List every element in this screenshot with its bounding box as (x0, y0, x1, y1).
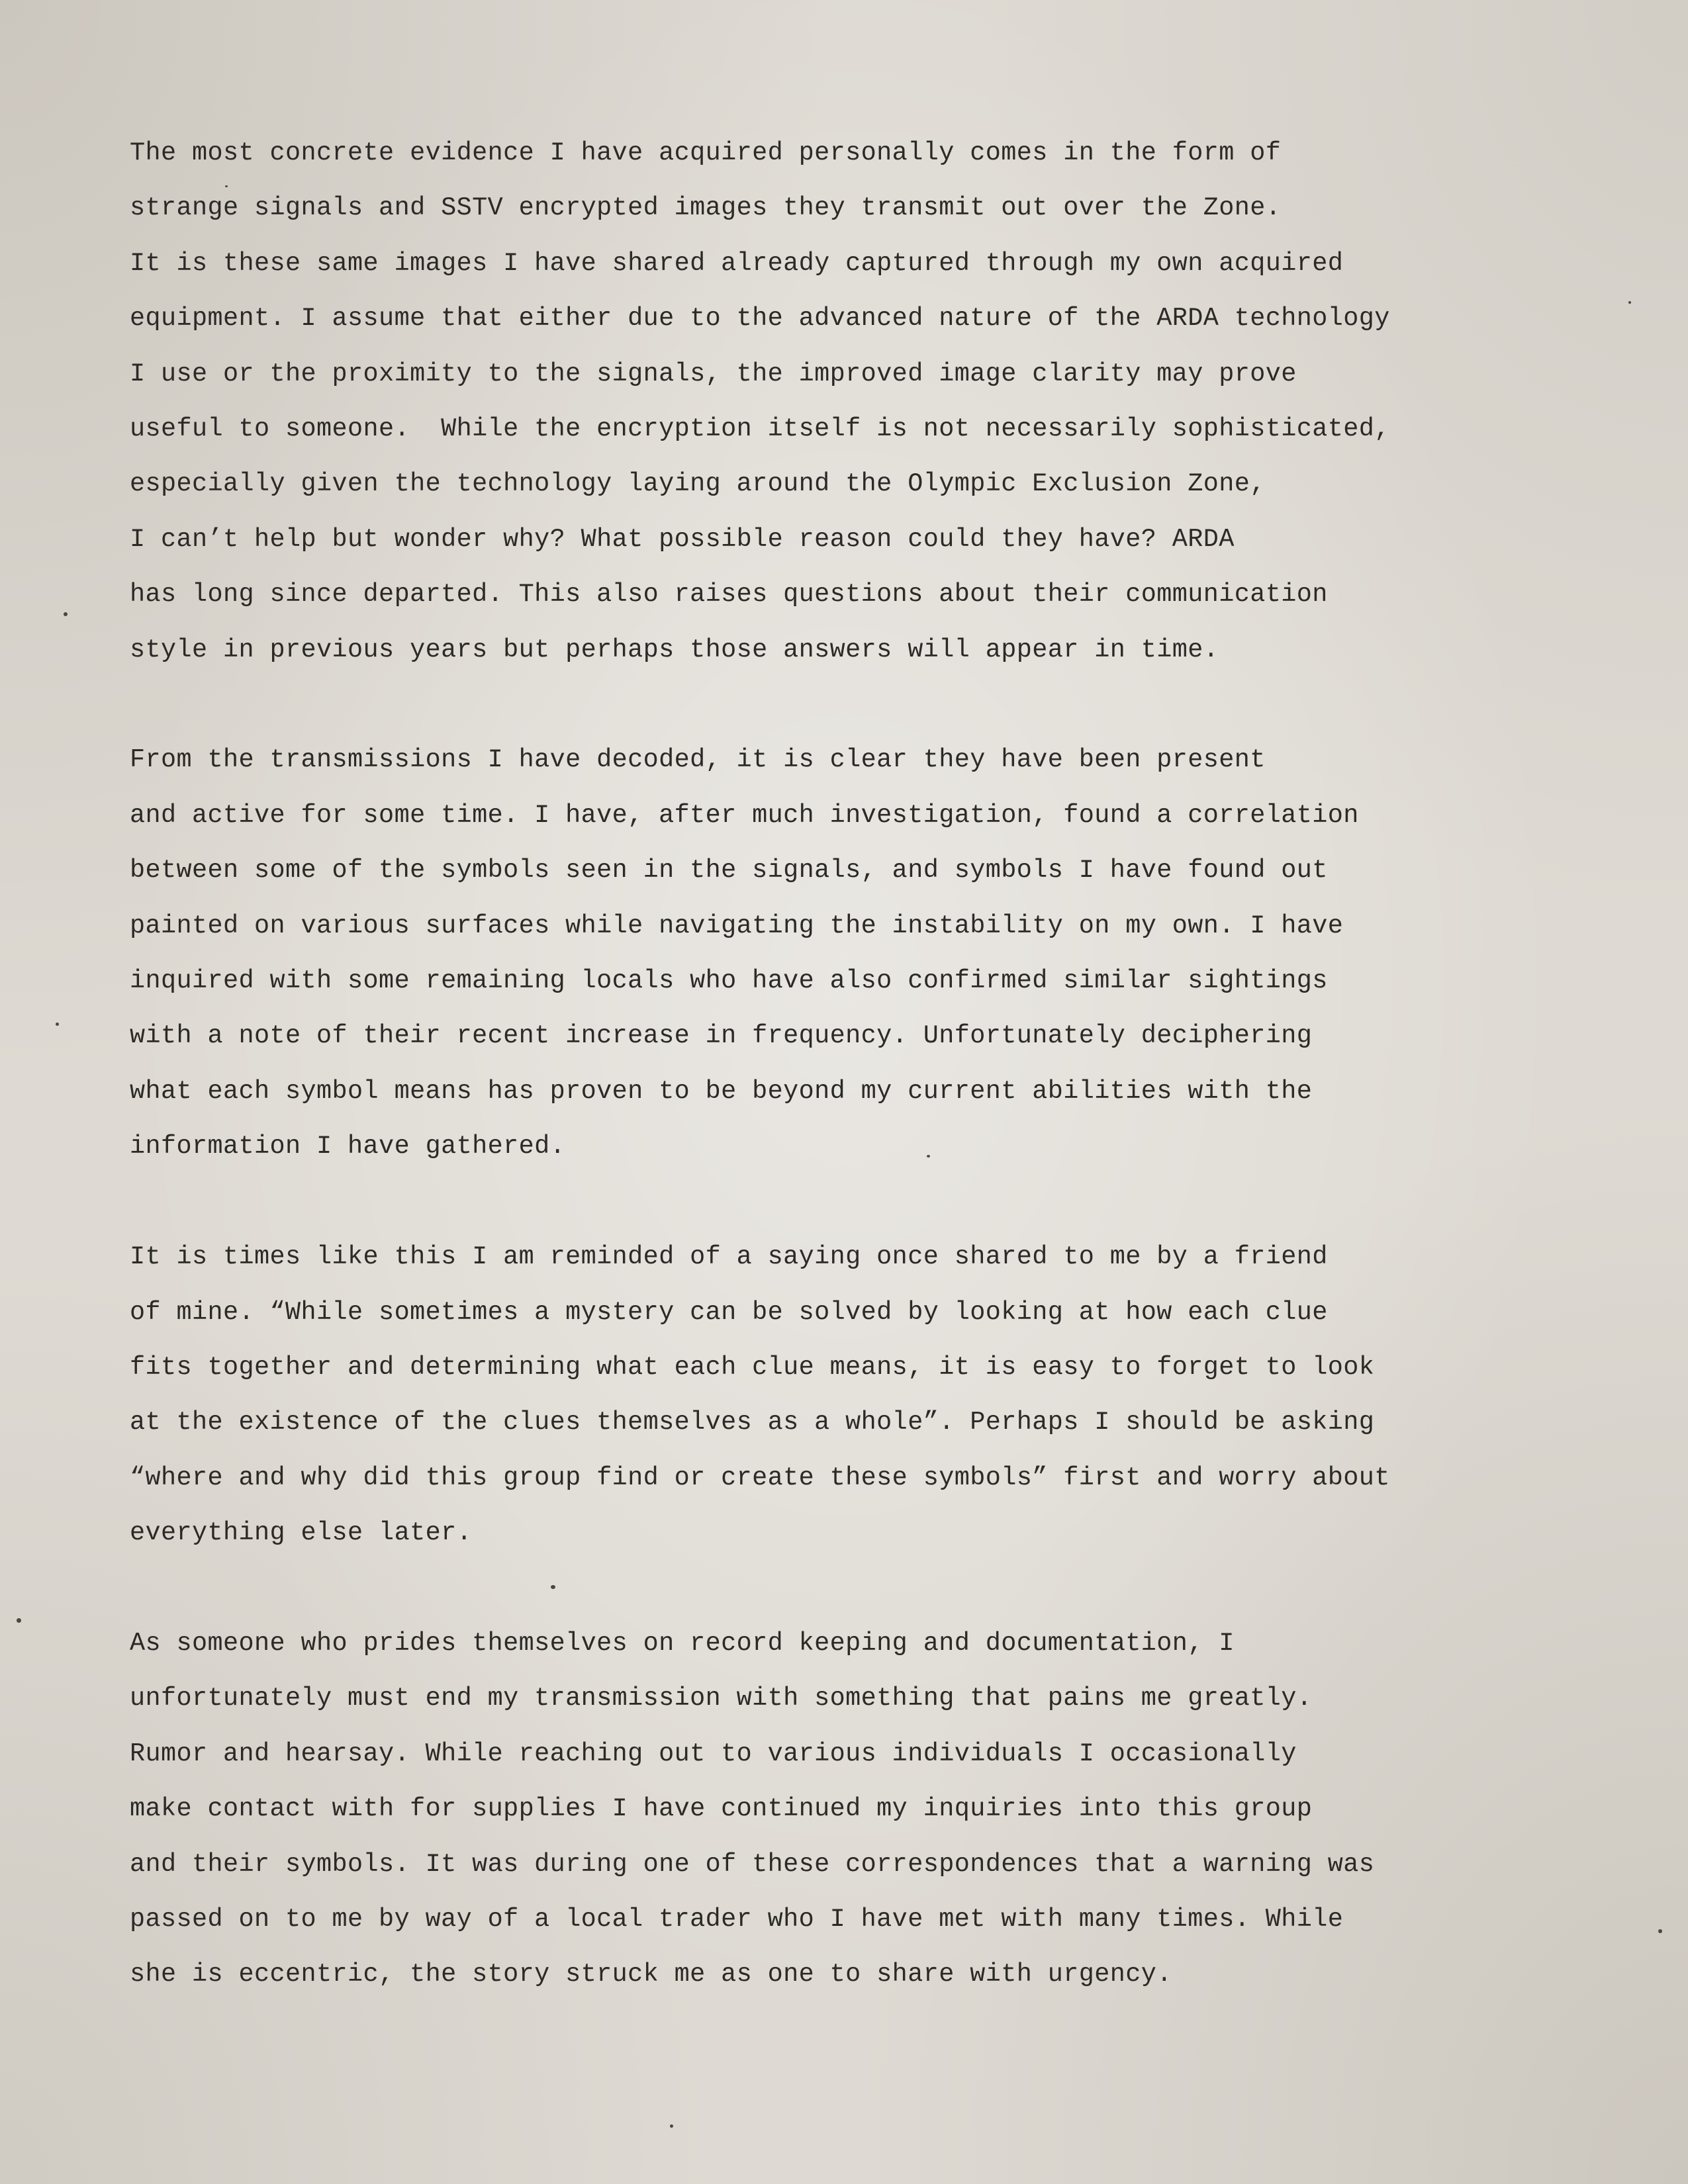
text-line: The most concrete evidence I have acquired personally comes in the form of (130, 138, 1282, 167)
paper-speck (64, 612, 68, 616)
paragraph-rumor (130, 1616, 1599, 2003)
text-line: unfortunately must end my transmission with something that pains me greatly. (130, 1684, 1313, 1713)
text-line: style in previous years but perhaps those answers will appear in time. (130, 635, 1219, 664)
text-line: make contact with for supplies I have continued my inquiries into this group (130, 1794, 1313, 1824)
text-line: Rumor and hearsay. While reaching out to various individuals I occasionally (130, 1739, 1297, 1768)
text-line: From the transmissions I have decoded, it is clear they have been present (130, 745, 1266, 775)
text-line: with a note of their recent increase in frequency. Unfortunately deciphering (130, 1021, 1313, 1051)
paragraph-saying (130, 1230, 1599, 1561)
text-line: equipment. I assume that either due to the advanced nature of the ARDA technology (130, 304, 1390, 334)
paper-speck (1658, 1929, 1662, 1933)
text-line: It is times like this I am reminded of a saying once shared to me by a friend (130, 1242, 1328, 1272)
text-line: has long since departed. This also raises questions about their communication (130, 580, 1328, 610)
text-line: and their symbols. It was during one of these correspondences that a warning was (130, 1849, 1375, 1879)
text-line: of mine. “While sometimes a mystery can be solved by looking at how each clue (130, 1297, 1328, 1327)
text-line: strange signals and SSTV encrypted images they transmit out over the Zone. (130, 193, 1282, 223)
text-line: useful to someone. While the encryption itself is not necessarily sophisticated, (130, 414, 1390, 444)
paper-speck (17, 1618, 21, 1623)
text-line: especially given the technology laying around the Olympic Exclusion Zone, (130, 469, 1266, 499)
text-line: what each symbol means has proven to be beyond my current abilities with the (130, 1076, 1313, 1106)
text-line: information I have gathered. (130, 1132, 566, 1161)
paper-speck (1628, 301, 1631, 304)
text-line: passed on to me by way of a local trader who I have met with many times. While (130, 1904, 1344, 1934)
text-line: fits together and determining what each clue means, it is easy to forget to look (130, 1352, 1375, 1382)
paper-speck (56, 1023, 59, 1026)
document-body (130, 126, 1599, 2058)
text-line: she is eccentric, the story struck me as one to share with urgency. (130, 1960, 1172, 1989)
paper-speck (670, 2124, 673, 2128)
text-line: painted on various surfaces while navigating the instability on my own. I have (130, 911, 1344, 940)
text-line: “where and why did this group find or create these symbols” first and worry about (130, 1463, 1390, 1492)
text-line: As someone who prides themselves on record keeping and documentation, I (130, 1628, 1235, 1658)
text-line: everything else later. (130, 1518, 473, 1548)
text-line: inquired with some remaining locals who have also confirmed similar sightings (130, 966, 1328, 996)
text-line: and active for some time. I have, after much investigation, found a correlation (130, 800, 1359, 830)
text-line: I use or the proximity to the signals, the improved image clarity may prove (130, 359, 1297, 388)
text-line: I can’t help but wonder why? What possible reason could they have? ARDA (130, 524, 1235, 554)
text-line: at the existence of the clues themselves as a whole”. Perhaps I should be asking (130, 1408, 1375, 1437)
text-line: It is these same images I have shared already captured through my own acquired (130, 248, 1344, 278)
paragraph-transmissions (130, 733, 1599, 1174)
paragraph-evidence (130, 126, 1599, 678)
text-line: between some of the symbols seen in the signals, and symbols I have found out (130, 856, 1328, 886)
